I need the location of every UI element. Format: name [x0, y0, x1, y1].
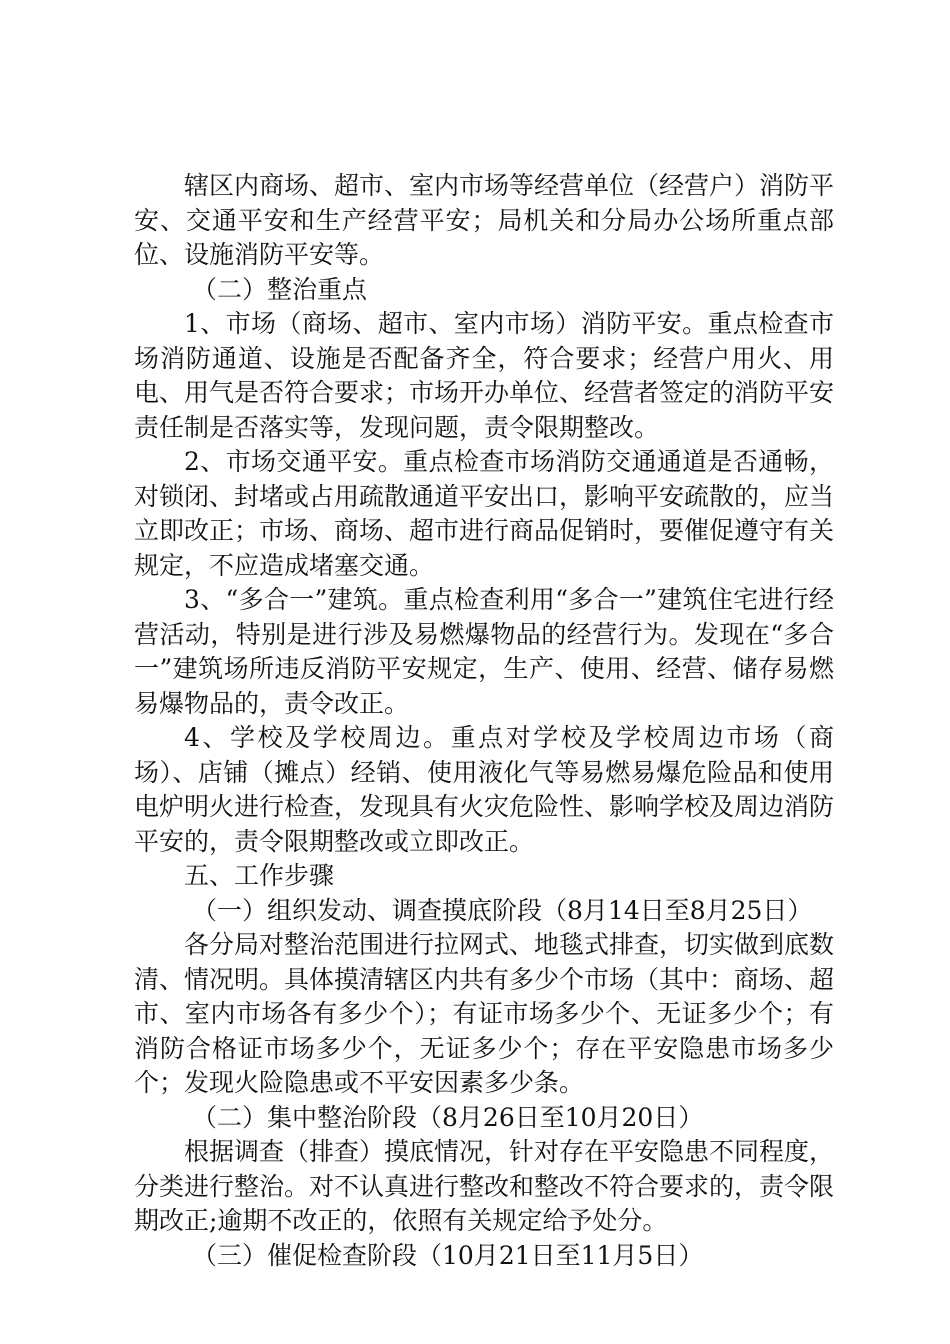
paragraph-stage-one: 各分局对整治范围进行拉网式、地毯式排查，切实做到底数清、情况明。具体摸清辖区内共有多少个市场（其中：商场、超市、室内市场各有多少个）；有证市场多少个、无证多少个；有消防合格证市场多少个，无证多少个；存在平安隐患市场多少个；发现火险隐患或不平安因素多少条。	[134, 930, 835, 1097]
heading-stage-one: （一）组织发动、调查摸底阶段（8月14日至8月25日）	[192, 895, 813, 925]
paragraph-stage-two: 根据调查（排查）摸底情况，针对存在平安隐患不同程度，分类进行整治。对不认真进行整改和整改不符合要求的，责令限期改正;逾期不改正的，依照有关规定给予处分。	[134, 1137, 835, 1235]
heading-rectification-focus: （二）整治重点	[192, 274, 368, 304]
paragraph-scope: 辖区内商场、超市、室内市场等经营单位（经营户）消防平安、交通平安和生产经营平安；局机关和分局办公场所重点部位、设施消防平安等。	[134, 171, 835, 269]
paragraph-schools: 4、学校及学校周边。重点对学校及学校周边市场（商场）、店铺（摊点）经销、使用液化气等易燃易爆危险品和使用电炉明火进行检查，发现具有火灾危险性、影响学校及周边消防平安的，责令限期整改或立即改正。	[134, 723, 835, 856]
paragraph-multi-use-buildings: 3、“多合一”建筑。重点检查利用“多合一”建筑住宅进行经营活动，特别是进行涉及易燃爆物品的经营行为。发现在“多合一”建筑场所违反消防平安规定，生产、使用、经营、储存易燃易爆物品的，责令改正。	[134, 585, 834, 718]
heading-stage-two: （二）集中整治阶段（8月26日至10月20日）	[192, 1102, 704, 1132]
paragraph-market-fire-safety: 1、市场（商场、超市、室内市场）消防平安。重点检查市场消防通道、设施是否配备齐全，符合要求；经营户用火、用电、用气是否符合要求；市场开办单位、经营者签定的消防平安责任制是否落实等，发现问题，责令限期整改。	[134, 309, 835, 442]
heading-work-steps: 五、工作步骤	[184, 861, 335, 890]
document-body	[134, 169, 834, 1273]
heading-stage-three: （三）催促检查阶段（10月21日至11月5日）	[192, 1240, 704, 1270]
paragraph-market-traffic-safety: 2、市场交通平安。重点检查市场消防交通通道是否通畅，对锁闭、封堵或占用疏散通道平安出口，影响平安疏散的，应当立即改正；市场、商场、超市进行商品促销时，要催促遵守有关规定，不应造成堵塞交通。	[134, 447, 835, 580]
